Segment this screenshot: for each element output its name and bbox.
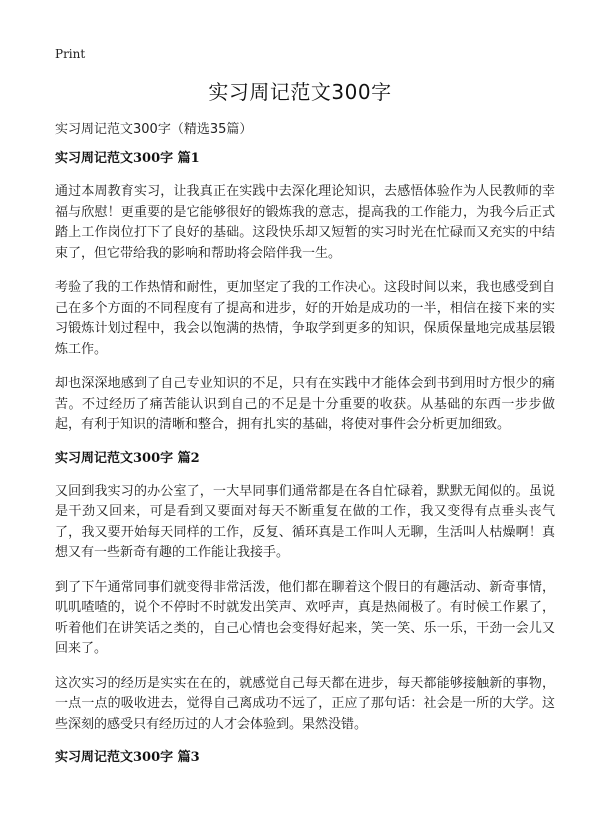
paragraph: 考验了我的工作热情和耐性，更加坚定了我的工作决心。这段时间以来，我也感受到自己在多个方面的不同程度有了提高和进步，好的开始是成功的一半，相信在接下来的实习锻炼计划过程中，我会以饱满的热情，争取学到更多的知识，保质保量地完成基层锻炼工作。 [55, 280, 555, 357]
section-heading-1: 实习周记范文300字 篇1 [55, 151, 200, 166]
section-heading-3: 实习周记范文300字 篇3 [55, 750, 200, 765]
article-body [55, 150, 555, 781]
page-subtitle: 实习周记范文300字（精选35篇） [55, 122, 253, 137]
section-heading-2: 实习周记范文300字 篇2 [55, 450, 200, 466]
print-link[interactable]: Print [55, 47, 86, 61]
paragraph: 到了下午通常同事们就变得非常活泼，他们都在聊着这个假日的有趣活动、新奇事情，叽叽喳喳的，说个不停时不时就发出笑声、欢呼声，真是热闹极了。有时候工作累了，听着他们在讲笑话之类的，自己心情也会变得好起来，笑一笑、乐一乐，干劲一会儿又回来了。 [55, 579, 555, 656]
paragraph: 通过本周教育实习，让我真正在实践中去深化理论知识，去感悟体验作为人民教师的幸福与欣慰！更重要的是它能够很好的锻炼我的意志，提高我的工作能力，为我今后正式踏上工作岗位打下了良好的基础。这段快乐却又短暂的实习时光在忙碌而又充实的中结束了，但它带给我的影响和帮助将会陪伴我一生。 [55, 184, 555, 261]
paragraph: 又回到我实习的办公室了，一大早同事们通常都是在各自忙碌着，默默无闻似的。虽说是干劲又回来，可是看到又要面对每天不断重复在做的工作，我又变得有点垂头丧气了，我又要开始每天同样的工作，反复、循环真是工作叫人无聊，生活叫人枯燥啊！真想又有一些新奇有趣的工作能让我接手。 [55, 483, 555, 560]
page-title: 实习周记范文300字 [208, 80, 392, 104]
paragraph: 却也深深地感到了自己专业知识的不足，只有在实践中才能体会到书到用时方恨少的痛苦。不过经历了痛苦能认识到自己的不足是十分重要的收获。从基础的东西一步步做起，有利于知识的清晰和整合，拥有扎实的基础，将使对事件会分析更加细致。 [55, 376, 555, 432]
paragraph: 这次实习的经历是实实在在的，就感觉自己每天都在进步，每天都能够接触新的事物，一点一点的吸收进去，觉得自己离成功不远了，正应了那句话：社会是一所的大学。这些深刻的感受只有经历过的人才会体验到。果然没错。 [55, 675, 555, 732]
